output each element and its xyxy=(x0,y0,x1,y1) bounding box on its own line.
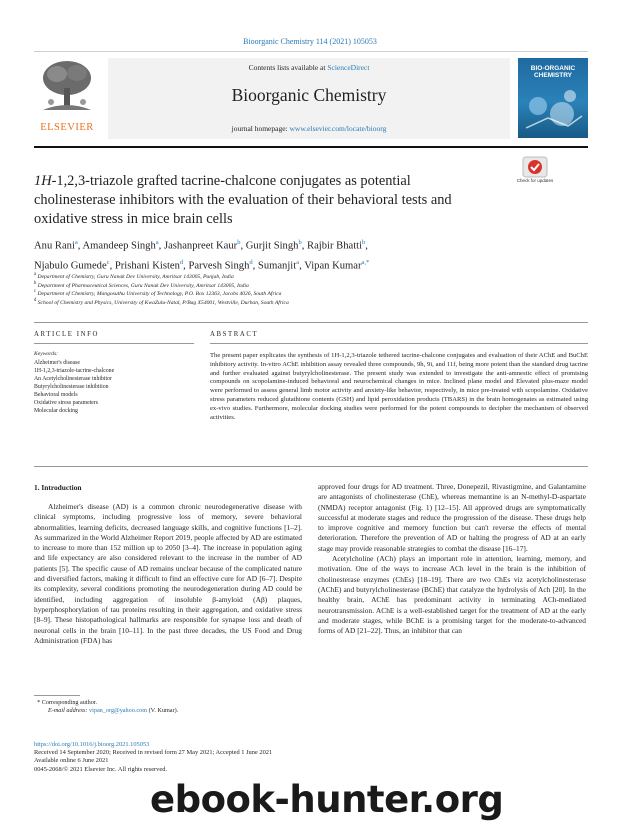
email-line: E-mail address: vipan_org@yahoo.com (V. Kumar). xyxy=(48,707,179,714)
elsevier-tree-icon xyxy=(34,58,100,132)
author-separator: , xyxy=(183,260,189,272)
contents-prefix: Contents lists available at xyxy=(248,63,328,72)
affiliation-text: School of Chemistry and Physics, University of KwaZulu-Natal, P/Bag X54001, Westville, Durban, South Africa xyxy=(37,299,289,306)
journal-title: Bioorganic Chemistry xyxy=(231,85,387,105)
author-affiliation-marker[interactable]: a xyxy=(74,239,78,246)
affiliation-divider xyxy=(34,322,588,323)
keyword: Butyrylcholinesterase inhibition xyxy=(34,384,109,390)
online-date: Available online 6 June 2021 xyxy=(34,757,109,765)
affiliation-text: Department of Chemistry, Mangosuthu University of Technology, P.O. Box 12363, Jacobs 4026, South Africa xyxy=(37,290,282,297)
keyword: Molecular docking xyxy=(34,408,78,414)
author-separator: , xyxy=(158,240,164,252)
affiliation-text: Department of Pharmaceutical Sciences, Guru Nanak Dev University, Amritsar 143005, India xyxy=(37,282,249,289)
abstract-rule xyxy=(210,343,588,344)
abstract-heading: ABSTRACT xyxy=(210,331,259,338)
check-for-updates-label[interactable]: Check for updates xyxy=(516,178,554,183)
author-separator: , xyxy=(299,260,305,272)
affiliation-text: Department of Chemistry, Guru Nanak Dev University, Amritsar 143005, Punjab, India xyxy=(37,273,234,280)
corresponding-author: * Corresponding author. xyxy=(37,699,98,706)
author-affiliation-marker[interactable]: a,* xyxy=(361,258,370,266)
intro-paragraph: Acetylcholine (ACh) plays an important role in attention, learning, memory, and motivation. One of the ways to increase ACh level in the brain is the inhibition of cholinesterase enzymes (ChEs) [18–19]. There are two ChEs viz acetylcholinesterase (AChE) and butyrylcholinesterase (BChE) that catalyze the hydrolysis of Ach [20]. In the healthy brain, AChE has predominant activity in terminating ACh-mediated neurotransmission. AChE is a well-established target for the treatment of AD at the early and moderate stages, while BChE is a promising target for the moderate-to-advanced forms of AD [21–22]. Thus, an inhibitor that can xyxy=(318,554,586,636)
author-name[interactable]: Amandeep Singh xyxy=(82,240,156,252)
contents-line xyxy=(108,63,510,72)
footnote xyxy=(34,699,302,715)
abstract-bottom-rule xyxy=(34,466,588,467)
sciencedirect-link[interactable]: ScienceDirect xyxy=(327,63,370,72)
affiliation xyxy=(34,297,594,307)
author-affiliation-marker[interactable]: d xyxy=(179,258,184,266)
homepage-link[interactable]: www.elsevier.com/locate/bioorg xyxy=(289,124,387,133)
author-affiliation-marker[interactable]: b xyxy=(237,239,241,246)
article-title xyxy=(34,172,504,229)
doi-link[interactable]: https://doi.org/10.1016/j.bioorg.2021.105053 xyxy=(34,741,150,748)
article-info-heading: ARTICLE INFO xyxy=(34,331,100,338)
header-divider xyxy=(34,146,588,148)
author-name[interactable]: Parvesh Singh xyxy=(188,260,250,272)
affiliation-marker: c xyxy=(34,289,37,294)
keywords-label: Keywords: xyxy=(34,351,59,357)
cover-title: BIO-ORGANIC CHEMISTRY xyxy=(530,65,576,79)
title-line-3: oxidative stress in mice brain cells xyxy=(34,211,233,227)
check-for-updates-icon[interactable] xyxy=(520,156,550,190)
elsevier-wordmark: ELSEVIER xyxy=(40,122,94,133)
keyword: Alzheimer's disease xyxy=(34,360,80,366)
article-info-rule xyxy=(34,343,194,344)
author-affiliation-marker[interactable]: d xyxy=(249,258,253,266)
author-separator: , xyxy=(109,260,115,272)
author-separator: , xyxy=(365,240,368,252)
author-affiliation-marker[interactable]: c xyxy=(106,258,110,266)
author-affiliation-marker[interactable]: a xyxy=(296,258,300,266)
keyword: Oxidative stress parameters xyxy=(34,400,99,406)
author-name[interactable]: Rajbir Bhatti xyxy=(307,240,363,252)
intro-left-column xyxy=(34,502,302,646)
footnote-rule xyxy=(34,695,80,696)
author-name[interactable]: Prishani Kisten xyxy=(114,260,180,272)
author-affiliation-marker[interactable]: b xyxy=(362,239,366,246)
introduction-heading: 1. Introduction xyxy=(34,483,82,492)
author-list xyxy=(34,235,594,274)
email-link[interactable]: vipan_org@yahoo.com xyxy=(89,707,148,714)
copyright-line: 0045-2068/© 2021 Elsevier Inc. All rights reserved. xyxy=(34,765,167,773)
intro-right-column xyxy=(318,482,586,636)
author-name[interactable]: Jashanpreet Kaur xyxy=(163,240,238,252)
author-name[interactable]: Vipan Kumar xyxy=(304,260,362,272)
intro-paragraph: Alzheimer's disease (AD) is a common chronic neurodegenerative disease with clinical symptoms, including progressive loss of memory, severe behavioral abnormalities, learning deficits, decreased language skills, and cognitive functions [1–2]. As summarized in the World Alzheimer Report 2019, people affected by AD are estimated to increase to more than 152 million up to 2050 [3–4]. The increase in population aging and life expectancy are also considered relevant to the increase in the number of AD patients [5]. The specific cause of AD remains unclear because of the complicated nature and diversified factors, making it difficult to find an effective cure for AD [6–7]. Despite its complexity, several conditions promoting the neurodegeneration during AD could be identified, including aggregation of insoluble β-amyloid (Aβ) plaques, hyperphosphorylation of tau proteins resulting in their aggregation, and oxidative stress [8–9]. These histopathological hallmarks are responsible for synapse loss and death of neuronal cells in the brain [10–11]. In the past three decades, the US Food and Drug Administration (FDA) has xyxy=(34,502,302,645)
author-separator: , xyxy=(240,240,246,252)
affiliation-marker: d xyxy=(34,297,37,303)
homepage-prefix: journal homepage: xyxy=(231,124,290,133)
watermark-text: ebook-hunter.org xyxy=(150,778,504,821)
title-line-2: cholinesterase inhibitors with the evaluation of their behavioral tests and xyxy=(34,192,452,208)
author-affiliation-marker[interactable]: b xyxy=(298,239,302,246)
keyword: An Acetylcholinesterase inhibitor xyxy=(34,376,112,382)
keyword: Behavioral models xyxy=(34,392,78,398)
author-separator: , xyxy=(77,240,83,252)
abstract-text: The present paper explicates the synthesis of 1H-1,2,3-triazole tethered tacrine-chalcone conjugates and evaluation of their AChE and BuChE inhibitory activity. In-vitro AChE inhibition assay revealed three compounds, 9h, 9i, and 11f, being more potent than the standard drug tacrine and further evaluated against butyrylcholinesterase. The present study was extended to investigate the anti-amnestic effect of promising compounds on scopolamine-induced behavioral and neurochemical changes in mice. Inclined plane model and Elevated plus-maze model were performed to assess general limb motor activity and anxiety-like behavior, respectively, in mice pre-treated with scopolamine. Oxidative stress parameters reduced glutathione contents (GSH) and lipid peroxidation products (TBARS) in the brain homogenates as estimated using ex-vivo studies. Furthermore, molecular docking studies were performed for the potent compounds to decipher the mechanism of observed activities. xyxy=(210,352,588,421)
journal-homepage xyxy=(108,124,510,133)
intro-paragraph: approved four drugs for AD treatment. Three, Donepezil, Rivastigmine, and Galantamine are antagonists of cholinesterase (ChE), whereas memantine is an N-methyl-D-aspartate (NMDA) receptor antagonist (Fig. 1) [12–15]. All approved drugs are symptomatically successful at moderate stages and reduce the progression of the disease. These drugs help to improve cognitive and memory function but can't reverse the effects of mental deterioration. Therefore the prevention of AD or halting the progress of AD at an early stage may provide reasonable strategies to combat the disease [16–17]. xyxy=(318,482,586,553)
author-name[interactable]: Anu Rani xyxy=(34,240,75,252)
author-separator: , xyxy=(252,260,258,272)
keyword: 1H-1,2,3-triazole-tacrine-chalcone xyxy=(34,368,115,374)
author-name[interactable]: Njabulo Gumede xyxy=(34,260,107,272)
author-name[interactable]: Sumanjit xyxy=(257,260,297,272)
author-separator: , xyxy=(301,240,307,252)
affiliation-marker: a xyxy=(34,272,37,277)
journal-reference[interactable]: Bioorganic Chemistry 114 (2021) 105053 xyxy=(243,37,377,46)
received-dates: Received 14 September 2020; Received in revised form 27 May 2021; Accepted 1 June 2021 xyxy=(34,749,273,757)
author-affiliation-marker[interactable]: a xyxy=(155,239,159,246)
title-line-1: 1H-1,2,3-triazole grafted tacrine-chalcone conjugates as potential xyxy=(34,173,411,189)
publication-info xyxy=(34,741,334,774)
author-name[interactable]: Gurjit Singh xyxy=(245,240,299,252)
affiliation-marker: b xyxy=(34,280,37,286)
